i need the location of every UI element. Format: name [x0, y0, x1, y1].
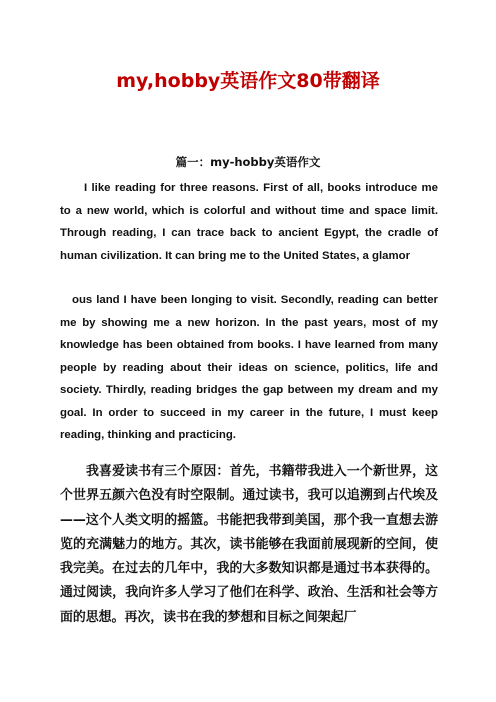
- chinese-translation-paragraph: 我喜爱读书有三个原因：首先，书籍带我进入一个新世界，这个世界五颜六色没有时空限制。通过读书，我可以追溯到占代埃及——这个人类文明的摇篮。书能把我带到美国，那个我一直想去游览的充满魅力的地方。其次，读书能够在我面前展现新的空间，使我完美。在过去的几年中，我的大多数知识都是通过书本获得的。通过阅读，我向许多人学习了他们在科学、政治、生活和社会等方面的思想。再次，读书在我的梦想和目标之间架起厂: [60, 464, 438, 625]
- english-paragraph-2: ous land I have been longing to visit. Secondly, reading can better me by showing me a new horizon. In the past years, most of my knowledge has been obtained from books. I have learned from many people by reading about their ideas on science, politics, life and society. Thirdly, reading bridges the gap between my dream and my goal. In order to succeed in my career in the future, I must keep reading, thinking and practicing.: [60, 294, 438, 441]
- document-title: my,hobby英语作文80带翻译: [116, 70, 380, 92]
- english-paragraph-1: I like reading for three reasons. First of all, books introduce me to a new world, which is colorful and without time and space limit. Through reading, I can trace back to ancient Egypt, the cradle of human civilization. It can bring me to the United States, a glamor: [60, 182, 438, 262]
- section-heading: 篇一：my-hobby英语作文: [175, 155, 321, 169]
